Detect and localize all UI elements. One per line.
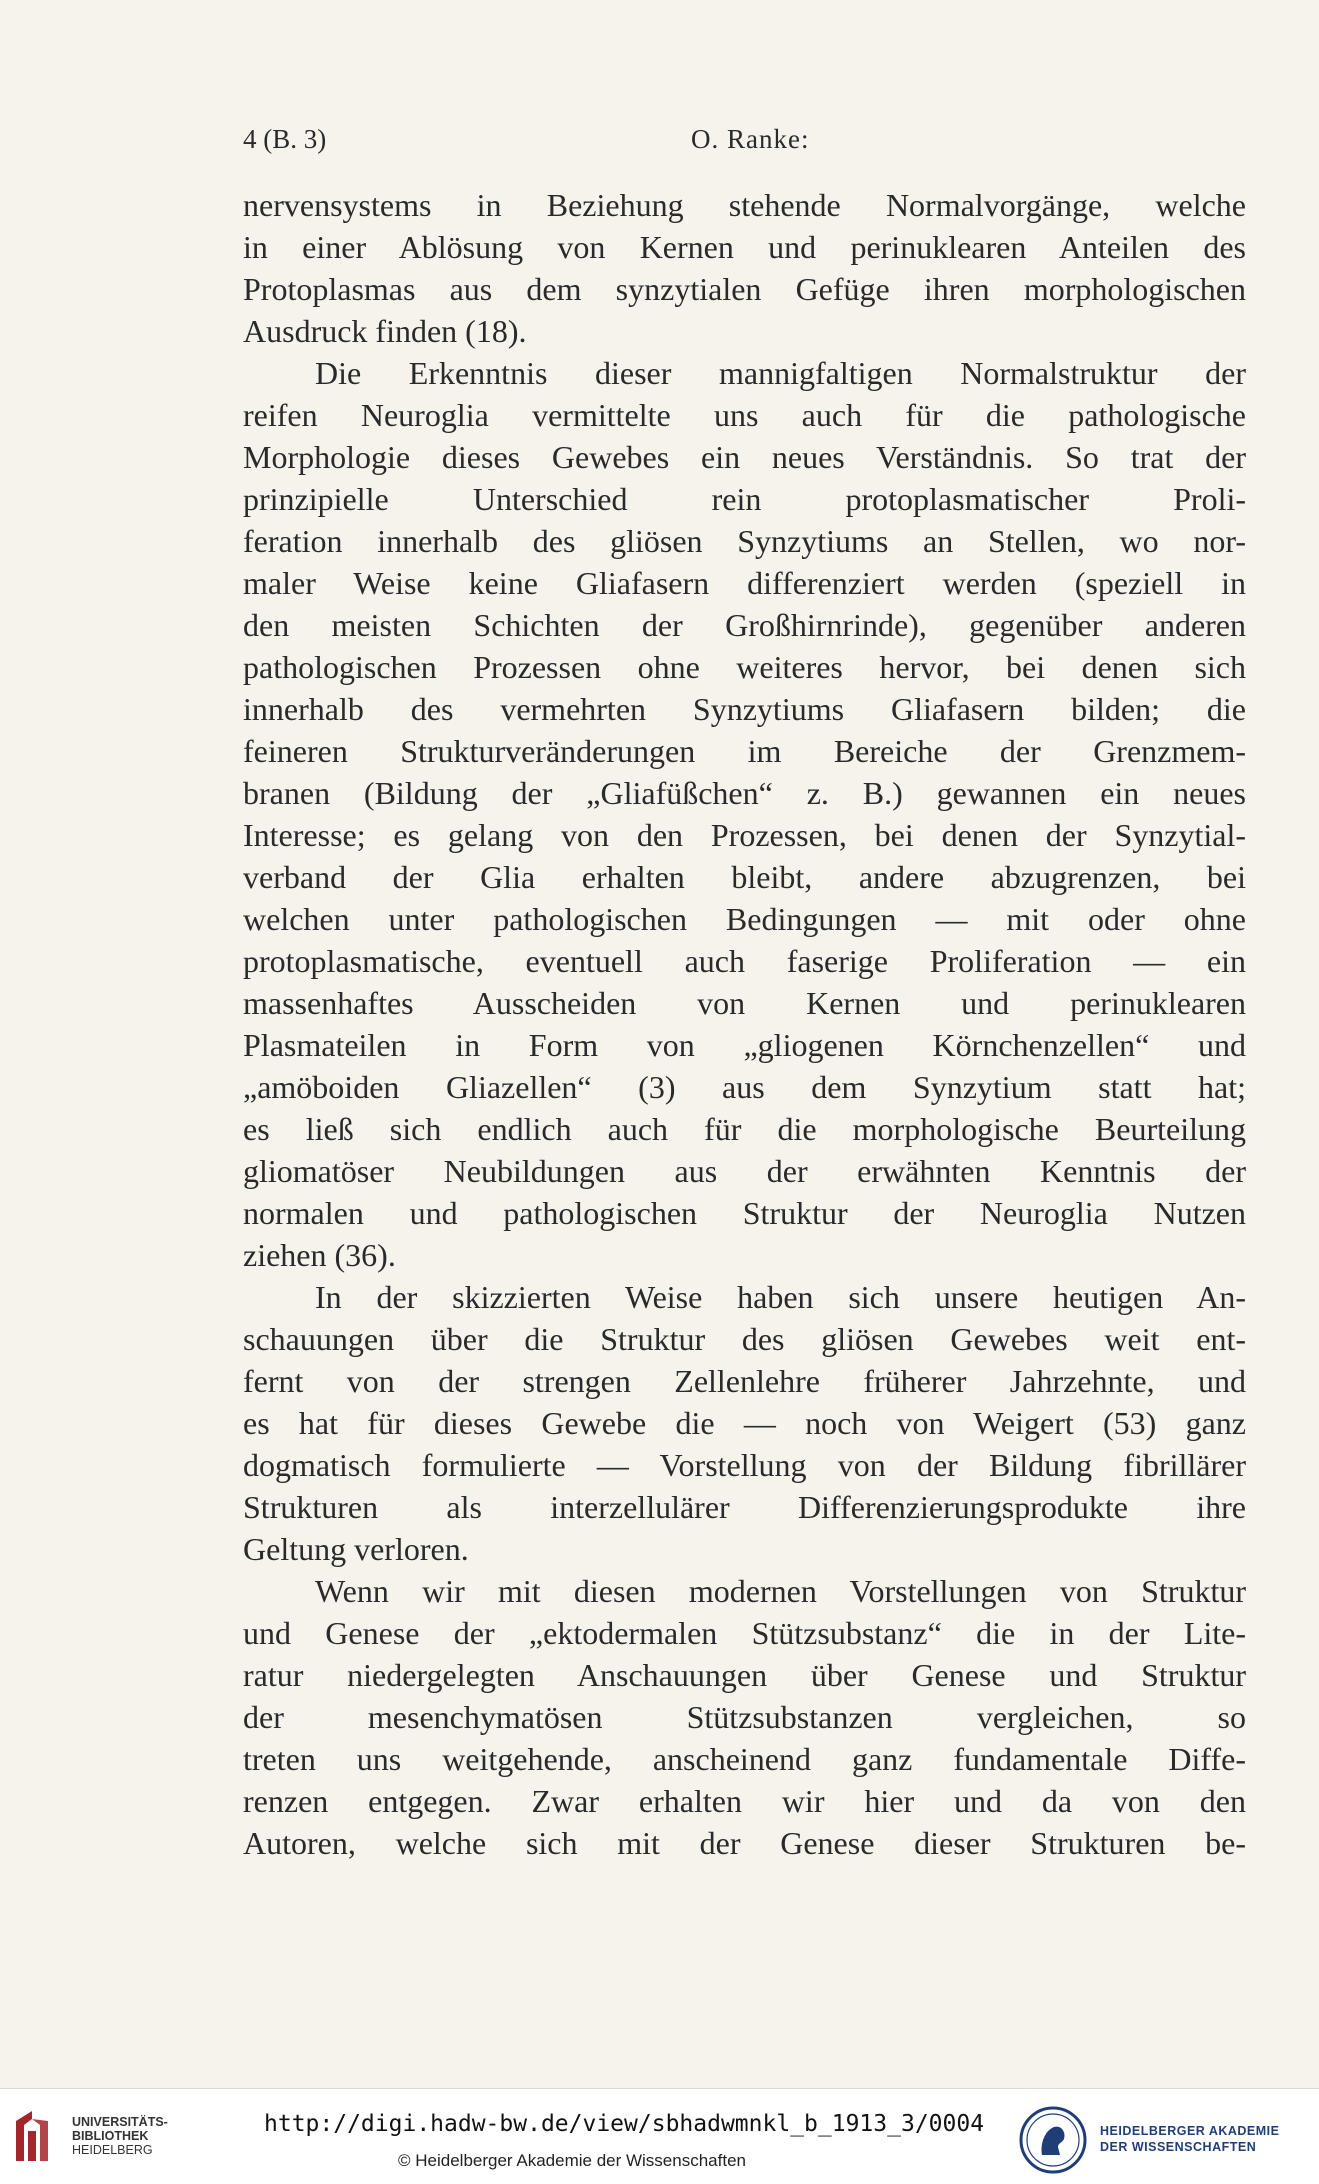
page-number: 4 (B. 3) [243, 124, 327, 154]
text-line: protoplasmatische, eventuell auch faserige Proliferation — ein [243, 943, 1246, 979]
text-line: fernt von der strengen Zellenlehre früherer Jahrzehnte, und [243, 1363, 1246, 1399]
ub-heidelberg-logo-icon[interactable] [12, 2107, 52, 2165]
text-line: den meisten Schichten der Großhirnrinde), gegenüber anderen [243, 607, 1246, 643]
text-line: der mesenchymatösen Stützsubstanzen vergleichen, so [243, 1699, 1246, 1735]
footer-bar [0, 2088, 1319, 2184]
academy-name [1100, 2123, 1280, 2155]
text-line: renzen entgegen. Zwar erhalten wir hier und da von den [243, 1783, 1246, 1819]
text-line: in einer Ablösung von Kernen und perinuklearen Anteilen des [243, 229, 1246, 265]
text-line: schauungen über die Struktur des gliösen Gewebes weit ent- [243, 1321, 1246, 1357]
text-line: es hat für dieses Gewebe die — noch von Weigert (53) ganz [243, 1405, 1246, 1441]
text-line: Geltung verloren. [243, 1531, 469, 1567]
text-line: Die Erkenntnis dieser mannigfaltigen Normalstruktur der [315, 355, 1246, 391]
text-line: pathologischen Prozessen ohne weiteres hervor, bei denen sich [243, 649, 1246, 685]
text-line: Protoplasmas aus dem synzytialen Gefüge ihren morphologischen [243, 271, 1246, 307]
text-line: Autoren, welche sich mit der Genese dieser Strukturen be- [243, 1825, 1246, 1861]
text-line: treten uns weitgehende, anscheinend ganz fundamentale Diffe- [243, 1741, 1246, 1777]
text-line: Wenn wir mit diesen modernen Vorstellungen von Struktur [315, 1573, 1246, 1609]
text-line: feration innerhalb des gliösen Synzytiums an Stellen, wo nor- [243, 523, 1246, 559]
text-line: prinzipielle Unterschied rein protoplasmatischer Proli- [243, 481, 1246, 517]
text-line: verband der Glia erhalten bleibt, andere abzugrenzen, bei [243, 859, 1246, 895]
library-name [72, 2115, 168, 2157]
text-line: In der skizzierten Weise haben sich unsere heutigen An- [315, 1279, 1246, 1315]
text-line: es ließ sich endlich auch für die morphologische Beurteilung [243, 1111, 1246, 1147]
text-line: innerhalb des vermehrten Synzytiums Gliafasern bilden; die [243, 691, 1246, 727]
text-line: gliomatöser Neubildungen aus der erwähnten Kenntnis der [243, 1153, 1246, 1189]
copyright-notice: © Heidelberger Akademie der Wissenschaften [398, 2151, 746, 2170]
library-name-line: BIBLIOTHEK [72, 2129, 149, 2143]
text-line: und Genese der „ektodermalen Stützsubstanz“ die in der Lite- [243, 1615, 1246, 1651]
hadw-seal-icon[interactable] [1018, 2105, 1088, 2175]
body-text [243, 184, 1246, 1864]
text-line: normalen und pathologischen Struktur der Neuroglia Nutzen [243, 1195, 1246, 1231]
text-line: „amöboiden Gliazellen“ (3) aus dem Synzytium statt hat; [243, 1069, 1246, 1105]
text-line: welchen unter pathologischen Bedingungen — mit oder ohne [243, 901, 1246, 937]
text-line: feineren Strukturveränderungen im Bereiche der Grenzmem- [243, 733, 1246, 769]
text-line: massenhaftes Ausscheiden von Kernen und perinuklearen [243, 985, 1246, 1021]
text-line: Strukturen als interzellulärer Differenzierungsprodukte ihre [243, 1489, 1246, 1525]
text-line: ratur niedergelegten Anschauungen über Genese und Struktur [243, 1657, 1246, 1693]
text-line: Ausdruck finden (18). [243, 313, 527, 349]
text-line: maler Weise keine Gliafasern differenziert werden (speziell in [243, 565, 1246, 601]
running-head-author: O. Ranke: [691, 124, 810, 154]
library-name-line: HEIDELBERG [72, 2143, 153, 2157]
permalink-url[interactable]: http://digi.hadw-bw.de/view/sbhadwmnkl_b_1913_3/0004 [264, 2111, 985, 2137]
text-line: Plasmateilen in Form von „gliogenen Körnchenzellen“ und [243, 1027, 1246, 1063]
academy-name-line: DER WISSENSCHAFTEN [1100, 2140, 1257, 2154]
academy-name-line: HEIDELBERGER AKADEMIE [1100, 2124, 1280, 2138]
text-line: branen (Bildung der „Gliafüßchen“ z. B.) gewannen ein neues [243, 775, 1246, 811]
text-line: Interesse; es gelang von den Prozessen, bei denen der Synzytial- [243, 817, 1246, 853]
text-line: Morphologie dieses Gewebes ein neues Verständnis. So trat der [243, 439, 1246, 475]
text-line: reifen Neuroglia vermittelte uns auch für die pathologische [243, 397, 1246, 433]
library-name-line: UNIVERSITÄTS- [72, 2115, 168, 2129]
page-header [243, 124, 1243, 160]
text-line: ziehen (36). [243, 1237, 396, 1273]
text-line: dogmatisch formulierte — Vorstellung von der Bildung fibrillärer [243, 1447, 1246, 1483]
text-line: nervensystems in Beziehung stehende Normalvorgänge, welche [243, 187, 1246, 223]
